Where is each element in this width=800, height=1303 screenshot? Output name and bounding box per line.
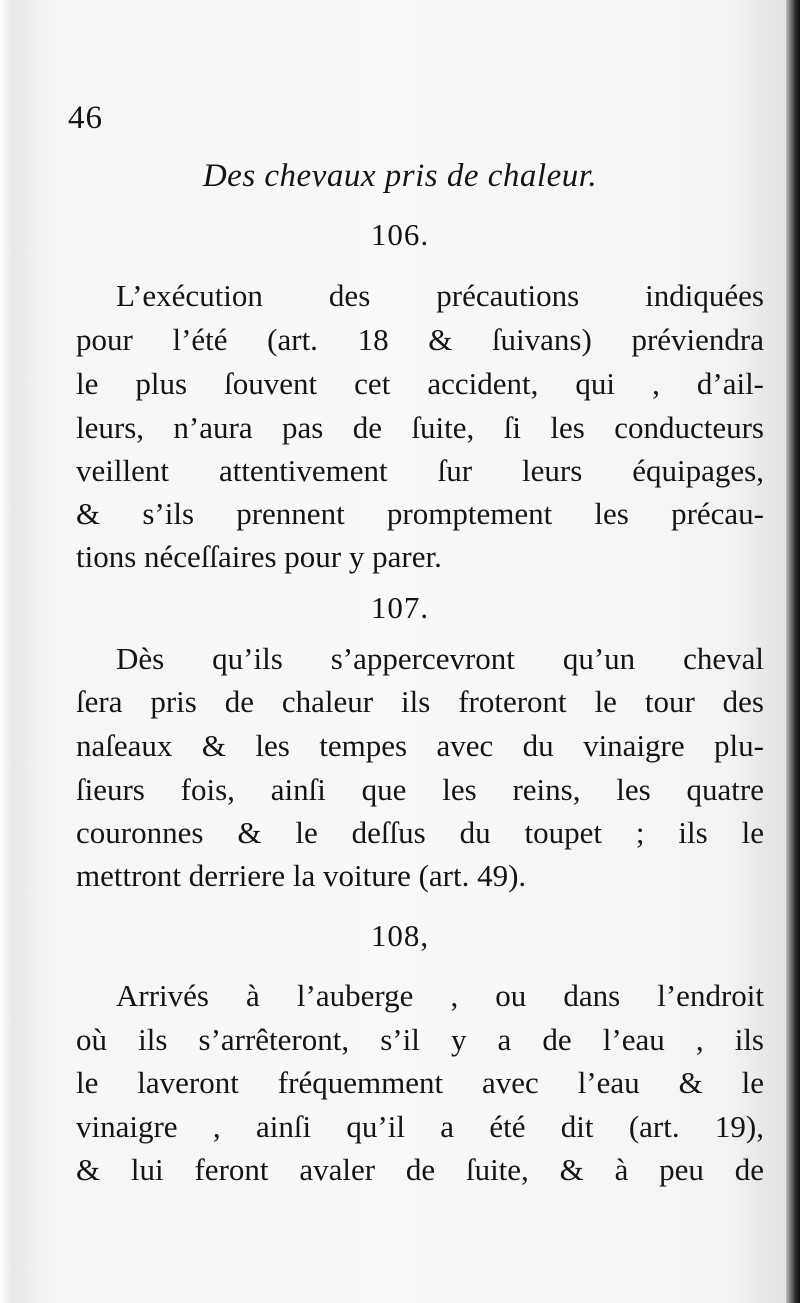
page-edge-shadow	[786, 0, 800, 1303]
text-line: leurs, n’aura pas de ſuite, ſi les conducteurs	[76, 410, 764, 445]
text-line: L’exécution des précautions indiquées	[116, 278, 764, 313]
text-line: où ils s’arrêteront, s’il y a de l’eau , ils	[76, 1022, 764, 1057]
text-line: ſera pris de chaleur ils froteront le tour des	[76, 684, 764, 719]
running-head: Des chevaux pris de chaleur.	[202, 158, 598, 194]
text-line: & s’ils prennent promptement les précau-	[76, 496, 764, 531]
text-line: naſeaux & les tempes avec du vinaigre plu-	[76, 728, 764, 763]
section-number-108: 108,	[370, 918, 430, 953]
page-gutter	[0, 0, 14, 1303]
text-line: mettront derriere la voiture (art. 49).	[76, 858, 527, 893]
text-line: couronnes & le deſſus du toupet ; ils le	[76, 815, 764, 850]
text-line: & lui feront avaler de ſuite, & à peu de	[76, 1152, 764, 1187]
section-number-106: 106.	[370, 217, 430, 252]
text-line: pour l’été (art. 18 & ſuivans) préviendra	[76, 322, 764, 357]
text-line: Arrivés à l’auberge , ou dans l’endroit	[116, 978, 764, 1013]
text-line: le plus ſouvent cet accident, qui , d’ail-	[76, 366, 764, 401]
text-line: veillent attentivement ſur leurs équipages,	[76, 453, 764, 488]
text-line: tions néceſſaires pour y parer.	[76, 539, 442, 574]
section-number-107: 107.	[370, 590, 430, 625]
text-line: vinaigre , ainſi qu’il a été dit (art. 19),	[76, 1109, 764, 1144]
text-line: ſieurs fois, ainſi que les reins, les quatre	[76, 772, 764, 807]
page-number: 46	[68, 100, 103, 136]
text-line: le laveront fréquemment avec l’eau & le	[76, 1065, 764, 1100]
text-line: Dès qu’ils s’appercevront qu’un cheval	[116, 641, 764, 676]
